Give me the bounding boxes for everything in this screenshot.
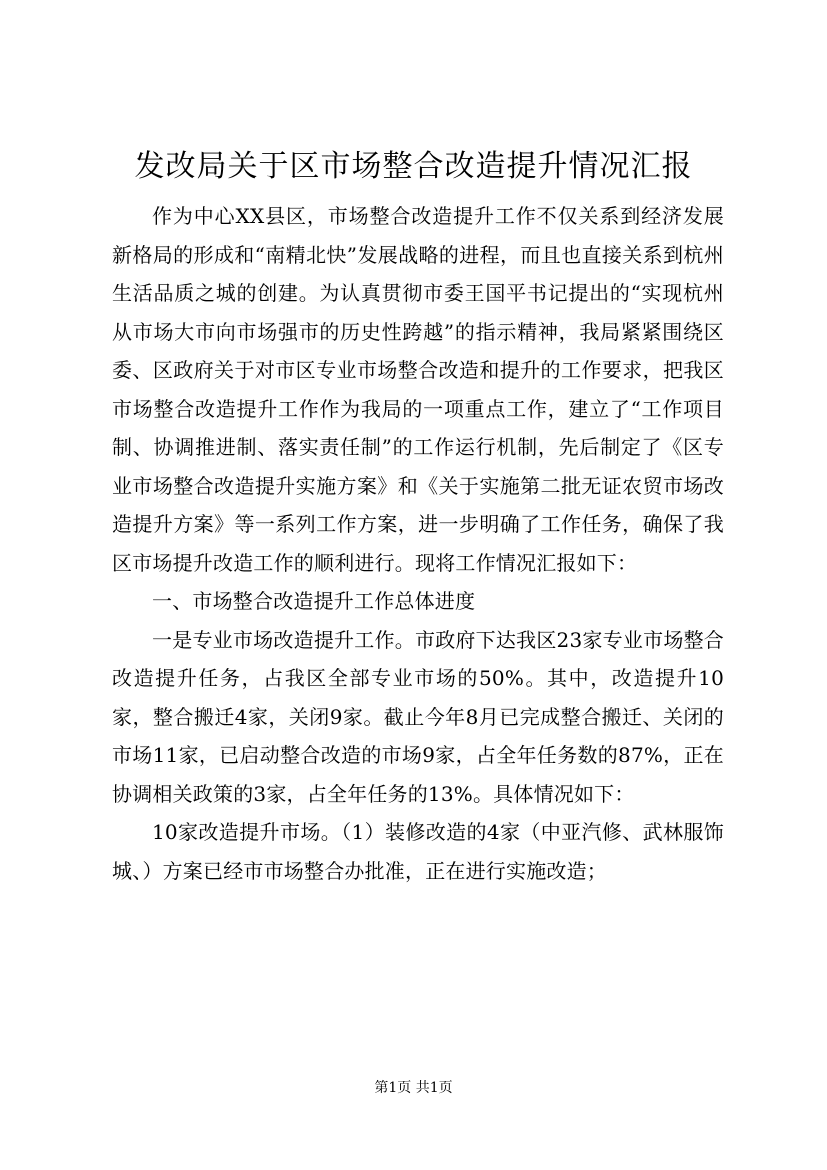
document-body [112,197,724,890]
document-title: 发改局关于区市场整合改造提升情况汇报 [134,149,693,184]
paragraph-upgrade-markets: 10家改造提升市场。（1）装修改造的4家（中亚汽修、武林服饰城、）方案已经市市场整合办批准，正在进行实施改造； [112,820,724,883]
page-footer: 第1页 共1页 [374,1080,453,1096]
paragraph-progress: 一是专业市场改造提升工作。市政府下达我区23家专业市场整合改造提升任务，占我区全部专业市场的50%。其中，改造提升10家，整合搬迁4家，关闭9家。截止今年8月已完成整合搬迁、关闭的市场11家，已启动整合改造的市场9家，占全年任务数的87%，正在协调相关政策的3家，占全年任务的13%。具体情况如下： [112,627,724,806]
paragraph-intro: 作为中心XX县区，市场整合改造提升工作不仅关系到经济发展新格局的形成和“南精北快”发展战略的进程，而且也直接关系到杭州生活品质之城的创建。为认真贯彻市委王国平书记提出的“实现杭州从市场大市向市场强市的历史性跨越”的指示精神，我局紧紧围绕区委、区政府关于对市区专业市场整合改造和提升的工作要求，把我区市场整合改造提升工作作为我局的一项重点工作，建立了“工作项目制、协调推进制、落实责任制”的工作运行机制，先后制定了《区专业市场整合改造提升实施方案》和《关于实施第二批无证农贸市场改造提升方案》等一系列工作方案，进一步明确了工作任务，确保了我区市场提升改造工作的顺利进行。现将工作情况汇报如下： [112,204,724,575]
section-heading-1: 一、市场整合改造提升工作总体进度 [152,589,476,613]
